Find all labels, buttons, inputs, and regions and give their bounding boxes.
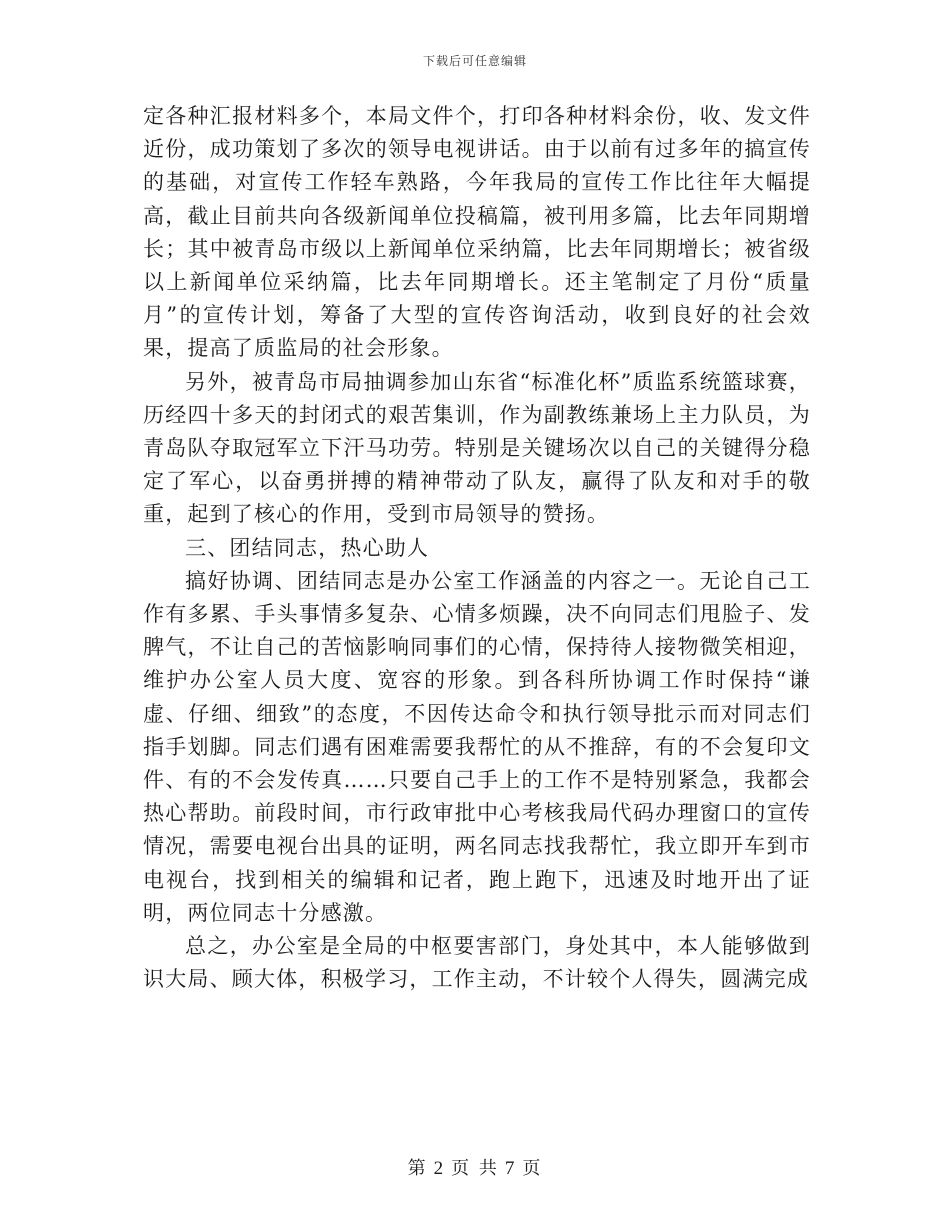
header-note: 下载后可任意编辑 (422, 54, 527, 68)
paragraph-basketball: 另外，被青岛市局抽调参加山东省“标准化杯”质监系统篮球赛，历经四十多天的封闭式的艰苦集训，作为副教练兼场上主力队员，为青岛队夺取冠军立下汗马功劳。特别是关键场次以自己的关键得分稳定了军心，以奋勇拼搏的精神带动了队友，赢得了队友和对手的敬重，起到了核心的作用，受到市局领导的赞扬。 (143, 369, 811, 527)
document-body (143, 100, 811, 996)
paragraph-summary: 总之，办公室是全局的中枢要害部门，身处其中，本人能够做到识大局、顾大体，积极学习，工作主动，不计较个人得失，圆满完成 (143, 934, 811, 992)
paragraph-continuation: 定各种汇报材料多个，本局文件个，打印各种材料余份，收、发文件近份，成功策划了多次的领导电视讲话。由于以前有过多年的搞宣传的基础，对宣传工作轻车熟路，今年我局的宣传工作比往年大幅提高，截止目前共向各级新闻单位投稿篇，被刊用多篇，比去年同期增长；其中被青岛市级以上新闻单位采纳篇，比去年同期增长；被省级以上新闻单位采纳篇，比去年同期增长。还主笔制定了月份“质量月”的宣传计划，筹备了大型的宣传咨询活动，收到良好的社会效果，提高了质监局的社会形象。 (143, 104, 811, 361)
page-footer (0, 1154, 950, 1180)
footer-total-pages: 7 (504, 1158, 517, 1179)
footer-current-page: 2 (433, 1158, 446, 1179)
paragraph-coordination: 搞好协调、团结同志是办公室工作涵盖的内容之一。无论自己工作有多累、手头事情多复杂、心情多烦躁，决不向同志们甩脸子、发脾气，不让自己的苦恼影响同事们的心情，保持待人接物微笑相迎，维护办公室人员大度、宽容的形象。到各科所协调工作时保持“谦虚、仔细、细致”的态度，不因传达命令和执行领导批示而对同志们指手划脚。同志们遇有困难需要我帮忙的从不推辞，有的不会复印文件、有的不会发传真……只要自己手上的工作不是特别紧急，我都会热心帮助。前段时间，市行政审批中心考核我局代码办理窗口的宣传情况，需要电视台出具的证明，两名同志找我帮忙，我立即开车到市电视台，找到相关的编辑和记者，跑上跑下，迅速及时地开出了证明，两位同志十分感激。 (143, 568, 811, 925)
footer-prefix: 第 (407, 1158, 428, 1179)
section-heading-unity: 三、团结同志，热心助人 (185, 535, 430, 560)
footer-suffix: 页 (522, 1158, 543, 1179)
footer-middle: 页 共 (451, 1158, 499, 1179)
